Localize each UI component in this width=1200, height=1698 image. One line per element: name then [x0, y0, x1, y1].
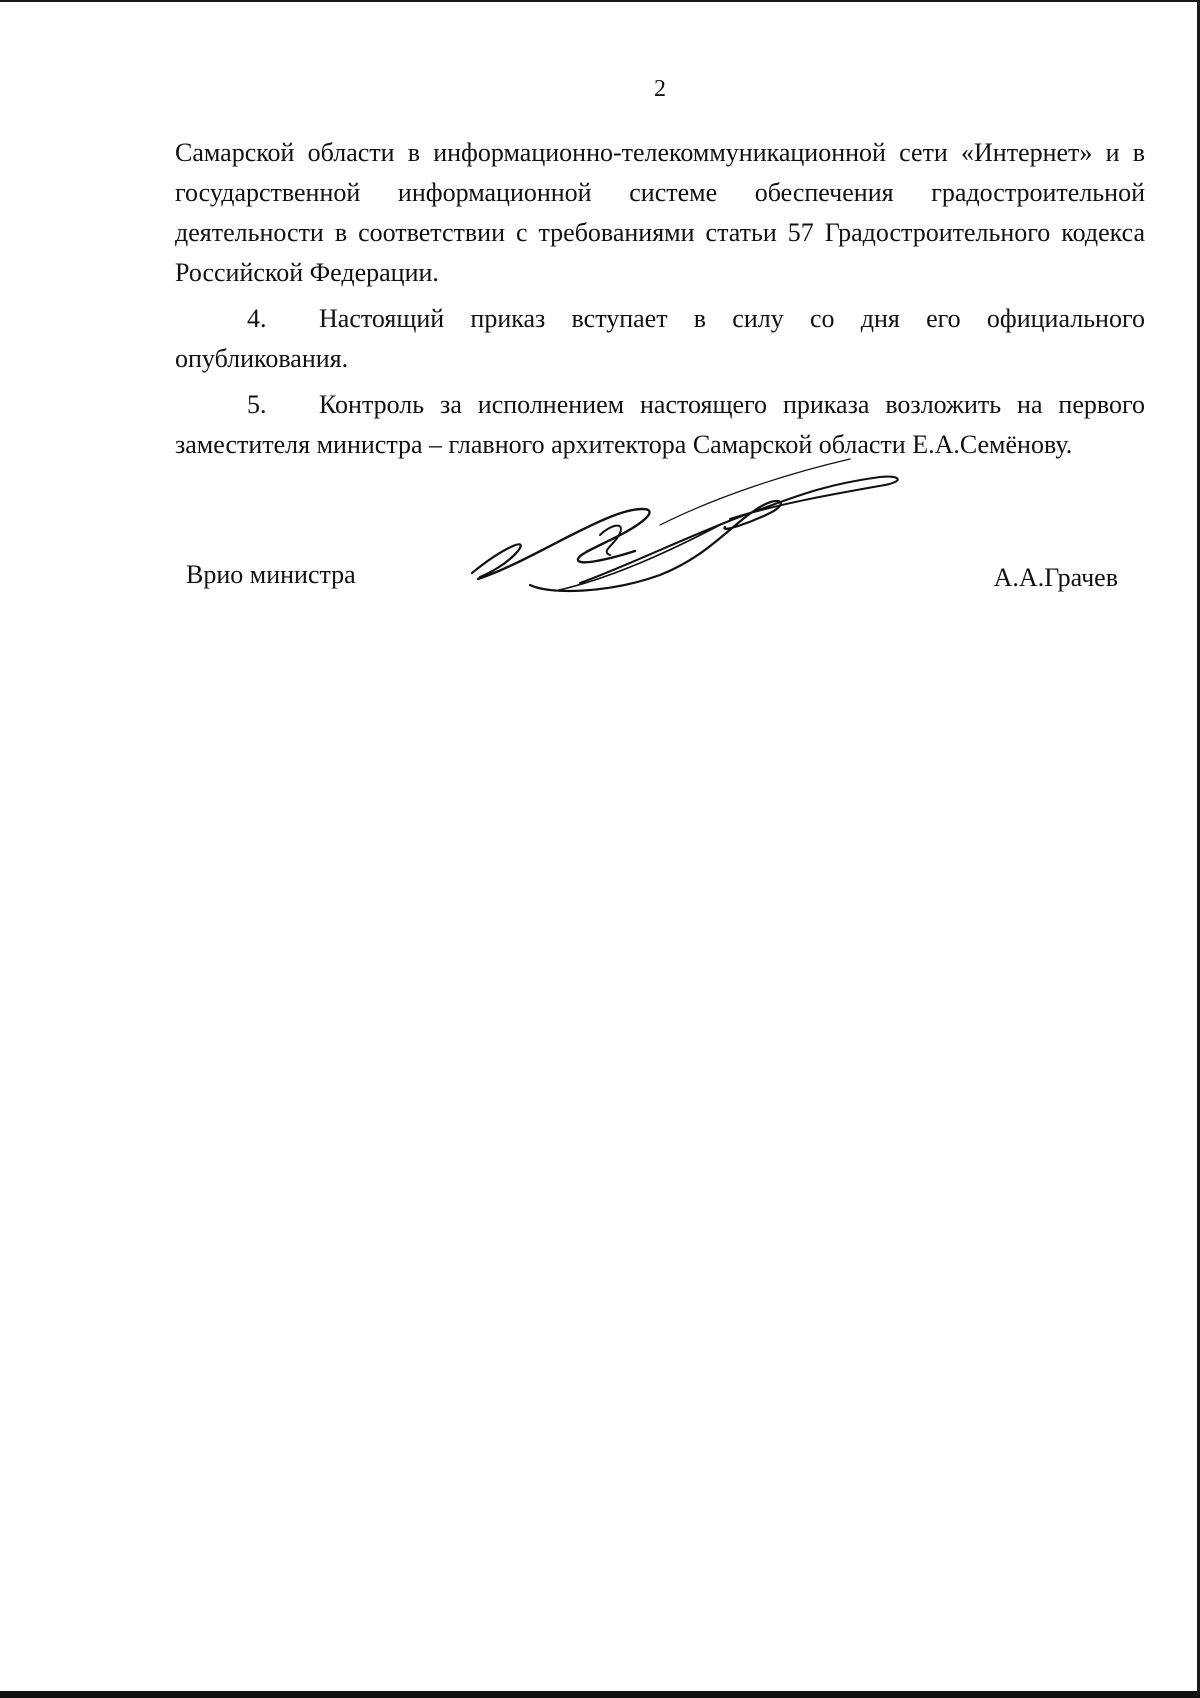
paragraph-item-5 [175, 385, 1145, 465]
paragraph-item-4 [175, 299, 1145, 379]
item-text: Контроль за исполнением настоящего приказа возложить на первого заместителя министра – главного архитектора Самарской области Е.А.Семёнову. [175, 390, 1145, 459]
page-number: 2 [654, 76, 666, 102]
paragraph-continuation: Самарской области в информационно-телекоммуникационной сети «Интернет» и в государственной информационной системе обеспечения градостроительной деятельности в соответствии с требованиями статьи 57 Градостроительного кодекса Российской Федерации. [175, 138, 1145, 287]
item-number: 5. [247, 390, 267, 419]
handwritten-signature [460, 455, 920, 605]
document-body [175, 133, 1145, 471]
scan-edge-top [0, 0, 1200, 2]
signatory-name: А.А.Грачев [993, 563, 1118, 592]
scan-edge-bottom [0, 1691, 1200, 1698]
item-number: 4. [247, 304, 267, 333]
item-text: Настоящий приказ вступает в силу со дня его официального опубликования. [175, 304, 1145, 373]
signatory-title: Врио министра [186, 560, 356, 589]
